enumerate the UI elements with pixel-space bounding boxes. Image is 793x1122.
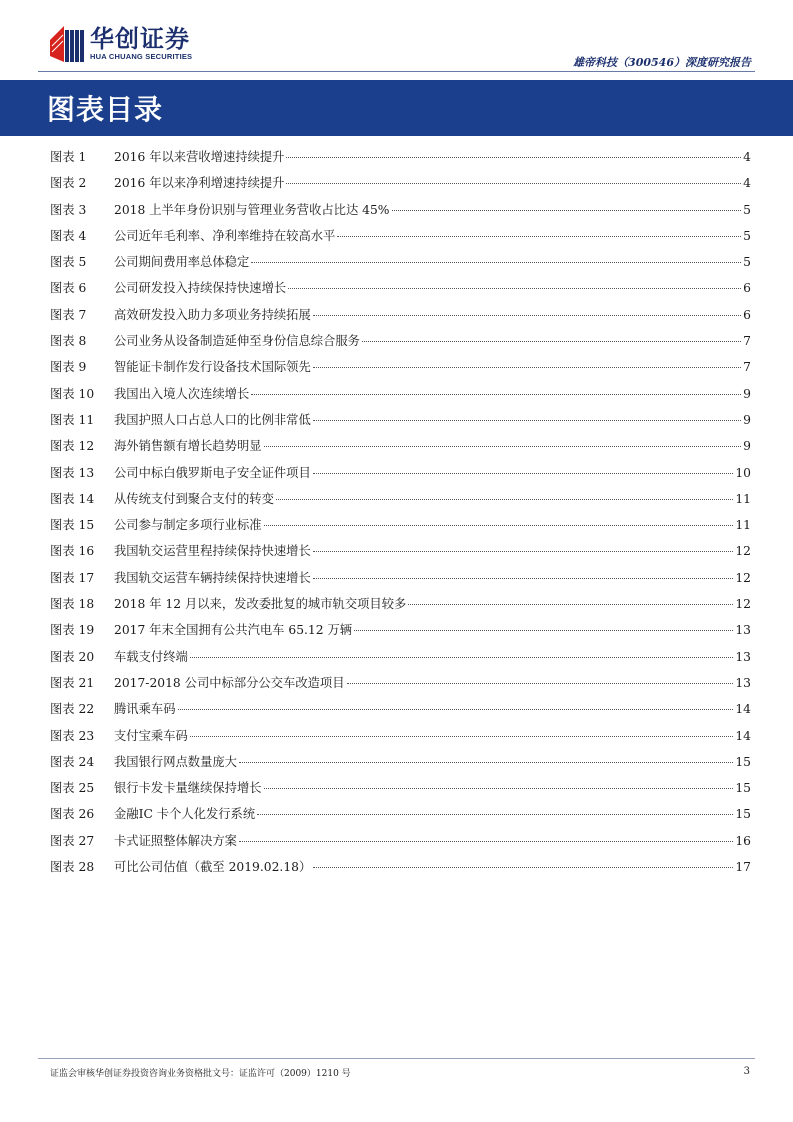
toc-entry-label: 图表 11 <box>50 412 95 427</box>
toc-entry-label: 图表 25 <box>50 781 95 796</box>
toc-entry-page: 9 <box>743 386 751 401</box>
toc-entry[interactable] <box>50 647 751 673</box>
toc-entry[interactable] <box>50 384 751 410</box>
toc-entry[interactable] <box>50 752 751 778</box>
toc-entry-page: 9 <box>743 439 751 454</box>
toc-entry-page: 15 <box>735 781 751 796</box>
toc-entry-page: 4 <box>743 150 751 164</box>
toc-entry[interactable] <box>50 594 751 620</box>
toc-entry-title: 2016 年以来净利增速持续提升 <box>114 176 285 191</box>
toc-entry-title: 从传统支付到聚合支付的转变 <box>114 491 274 506</box>
toc-entry-title: 金融IC 卡个人化发行系统 <box>114 807 256 822</box>
toc-entry-title: 支付宝乘车码 <box>114 728 188 743</box>
toc-entry-label: 图表 28 <box>50 860 95 875</box>
toc-entry[interactable] <box>50 778 751 804</box>
toc-entry-label: 图表 26 <box>50 807 95 822</box>
toc-entry-title: 公司中标白俄罗斯电子安全证件项目 <box>114 465 311 480</box>
toc-entry-page: 5 <box>743 202 751 217</box>
toc-entry-title: 高效研发投入助力多项业务持续拓展 <box>114 307 311 322</box>
toc-entry-label: 图表 22 <box>50 702 95 717</box>
toc-entry[interactable] <box>50 831 751 857</box>
toc-entry[interactable] <box>50 357 751 383</box>
header-divider <box>38 71 755 72</box>
toc-leader-dots <box>313 472 734 474</box>
toc-entry-label: 图表 6 <box>50 281 87 296</box>
footer-divider <box>38 1058 755 1059</box>
toc-entry-label: 图表 1 <box>50 150 87 164</box>
toc-entry[interactable] <box>50 620 751 646</box>
toc-entry[interactable] <box>50 173 751 199</box>
toc-entry-page: 14 <box>735 728 751 743</box>
toc-entry-page: 5 <box>743 255 751 270</box>
logo-chinese-name: 华创证券 <box>90 25 190 53</box>
toc-entry[interactable] <box>50 568 751 594</box>
toc-entry-title: 2018 上半年身份识别与管理业务营收占比达 45% <box>114 202 390 217</box>
toc-entry-page: 14 <box>735 702 751 717</box>
toc-entry[interactable] <box>50 804 751 830</box>
toc-entry[interactable] <box>50 726 751 752</box>
toc-entry-label: 图表 17 <box>50 570 95 585</box>
toc-entry-label: 图表 4 <box>50 228 87 243</box>
page-number: 3 <box>743 1066 750 1077</box>
toc-entry-label: 图表 7 <box>50 307 87 322</box>
toc-entry-page: 12 <box>735 597 751 612</box>
toc-entry-page: 15 <box>735 807 751 822</box>
toc-entry[interactable] <box>50 331 751 357</box>
logo-english-name: HUA CHUANG SECURITIES <box>90 52 193 61</box>
toc-leader-dots <box>286 156 741 158</box>
toc-entry-page: 13 <box>735 675 751 690</box>
toc-entry-page: 7 <box>743 360 751 375</box>
toc-entry-title: 卡式证照整体解决方案 <box>114 833 237 848</box>
toc-leader-dots <box>347 682 734 684</box>
toc-entry-title: 海外销售额有增长趋势明显 <box>114 439 262 454</box>
toc-entry-label: 图表 2 <box>50 176 87 191</box>
toc-entry-page: 5 <box>743 228 751 243</box>
toc-leader-dots <box>276 498 733 500</box>
toc-leader-dots <box>178 708 734 710</box>
toc-leader-dots <box>337 235 741 237</box>
toc-entry-title: 银行卡发卡量继续保持增长 <box>114 781 262 796</box>
toc-entry-label: 图表 10 <box>50 386 95 401</box>
toc-entry-title: 公司近年毛利率、净利率维持在较高水平 <box>114 228 336 243</box>
report-title: 雄帝科技（300546）深度研究报告 <box>573 56 751 69</box>
toc-entry-page: 9 <box>743 412 751 427</box>
toc-leader-dots <box>313 366 741 368</box>
toc-entry-title: 2018 年 12 月以来，发改委批复的城市轨交项目较多 <box>114 597 407 612</box>
toc-entry-title: 我国出入境人次连续增长 <box>114 386 250 401</box>
toc-leader-dots <box>239 840 733 842</box>
toc-leader-dots <box>313 314 741 316</box>
toc-leader-dots <box>313 419 741 421</box>
table-of-figures <box>50 147 751 883</box>
toc-entry-title: 可比公司估值（截至 2019.02.18） <box>114 860 312 875</box>
toc-entry-label: 图表 8 <box>50 334 87 349</box>
footer-license-text: 证监会审核华创证券投资咨询业务资格批文号：证监许可（2009）1210 号 <box>50 1069 351 1079</box>
toc-entry-title: 2016 年以来营收增速持续提升 <box>114 150 285 164</box>
toc-entry-title: 公司业务从设备制造延伸至身份信息综合服务 <box>114 334 360 349</box>
toc-entry-label: 图表 24 <box>50 754 95 769</box>
toc-entry[interactable] <box>50 305 751 331</box>
toc-entry-page: 6 <box>743 307 751 322</box>
toc-entry-label: 图表 12 <box>50 439 95 454</box>
toc-entry[interactable] <box>50 200 751 226</box>
section-banner <box>0 80 793 136</box>
toc-entry-label: 图表 15 <box>50 518 95 533</box>
toc-entry-label: 图表 20 <box>50 649 95 664</box>
section-title: 图表目录 <box>47 93 164 126</box>
toc-leader-dots <box>286 182 741 184</box>
toc-entry-label: 图表 14 <box>50 491 95 506</box>
toc-leader-dots <box>239 761 733 763</box>
toc-entry[interactable] <box>50 278 751 304</box>
toc-leader-dots <box>251 393 741 395</box>
toc-leader-dots <box>190 656 734 658</box>
toc-entry[interactable] <box>50 226 751 252</box>
toc-entry-page: 6 <box>743 281 751 296</box>
toc-leader-dots <box>251 261 741 263</box>
toc-entry-title: 公司研发投入持续保持快速增长 <box>114 281 287 296</box>
logo-mark-icon <box>50 26 84 62</box>
toc-entry-title: 公司期间费用率总体稳定 <box>114 255 250 270</box>
toc-entry-page: 10 <box>735 465 751 480</box>
toc-leader-dots <box>264 524 734 526</box>
toc-entry-page: 4 <box>743 176 751 191</box>
toc-leader-dots <box>408 603 733 605</box>
toc-entry[interactable] <box>50 410 751 436</box>
toc-leader-dots <box>362 340 741 342</box>
toc-leader-dots <box>313 550 734 552</box>
toc-entry-page: 12 <box>735 570 751 585</box>
toc-entry[interactable] <box>50 699 751 725</box>
toc-leader-dots <box>288 287 741 289</box>
company-logo <box>50 26 192 62</box>
toc-entry-page: 13 <box>735 623 751 638</box>
toc-entry-title: 腾讯乘车码 <box>114 702 176 717</box>
toc-entry-title: 公司参与制定多项行业标准 <box>114 518 262 533</box>
toc-entry-page: 16 <box>735 833 751 848</box>
toc-entry-label: 图表 13 <box>50 465 95 480</box>
toc-entry-page: 17 <box>735 860 751 875</box>
toc-leader-dots <box>354 629 733 631</box>
toc-entry-title: 智能证卡制作发行设备技术国际领先 <box>114 360 311 375</box>
toc-entry[interactable] <box>50 252 751 278</box>
toc-entry-title: 我国轨交运营车辆持续保持快速增长 <box>114 570 311 585</box>
toc-entry-label: 图表 9 <box>50 360 87 375</box>
toc-leader-dots <box>190 735 734 737</box>
toc-entry[interactable] <box>50 463 751 489</box>
toc-entry[interactable] <box>50 436 751 462</box>
toc-entry-label: 图表 27 <box>50 833 95 848</box>
toc-leader-dots <box>313 577 734 579</box>
toc-entry-title: 我国轨交运营里程持续保持快速增长 <box>114 544 311 559</box>
toc-entry-label: 图表 23 <box>50 728 95 743</box>
toc-entry-title: 我国护照人口占总人口的比例非常低 <box>114 412 311 427</box>
toc-leader-dots <box>264 445 741 447</box>
toc-entry-title: 2017 年末全国拥有公共汽电车 65.12 万辆 <box>114 623 353 638</box>
toc-entry-label: 图表 21 <box>50 675 95 690</box>
toc-leader-dots <box>392 209 742 211</box>
toc-entry-page: 11 <box>735 491 751 506</box>
toc-entry-label: 图表 19 <box>50 623 95 638</box>
toc-entry[interactable] <box>50 515 751 541</box>
toc-entry[interactable] <box>50 147 751 173</box>
toc-leader-dots <box>313 866 733 868</box>
toc-entry-label: 图表 5 <box>50 255 87 270</box>
toc-entry[interactable] <box>50 673 751 699</box>
toc-entry[interactable] <box>50 541 751 567</box>
toc-entry-page: 15 <box>735 754 751 769</box>
toc-entry-label: 图表 18 <box>50 597 95 612</box>
toc-entry-title: 2017-2018 公司中标部分公交车改造项目 <box>114 675 345 690</box>
toc-entry-page: 13 <box>735 649 751 664</box>
toc-entry-page: 11 <box>735 518 751 533</box>
toc-entry-label: 图表 16 <box>50 544 95 559</box>
toc-entry[interactable] <box>50 857 751 883</box>
toc-leader-dots <box>257 813 733 815</box>
toc-entry-label: 图表 3 <box>50 202 87 217</box>
toc-entry-title: 我国银行网点数量庞大 <box>114 754 237 769</box>
toc-entry-page: 7 <box>743 334 751 349</box>
toc-entry-page: 12 <box>735 544 751 559</box>
toc-entry[interactable] <box>50 489 751 515</box>
toc-leader-dots <box>264 787 734 789</box>
toc-entry-title: 车载支付终端 <box>114 649 188 664</box>
